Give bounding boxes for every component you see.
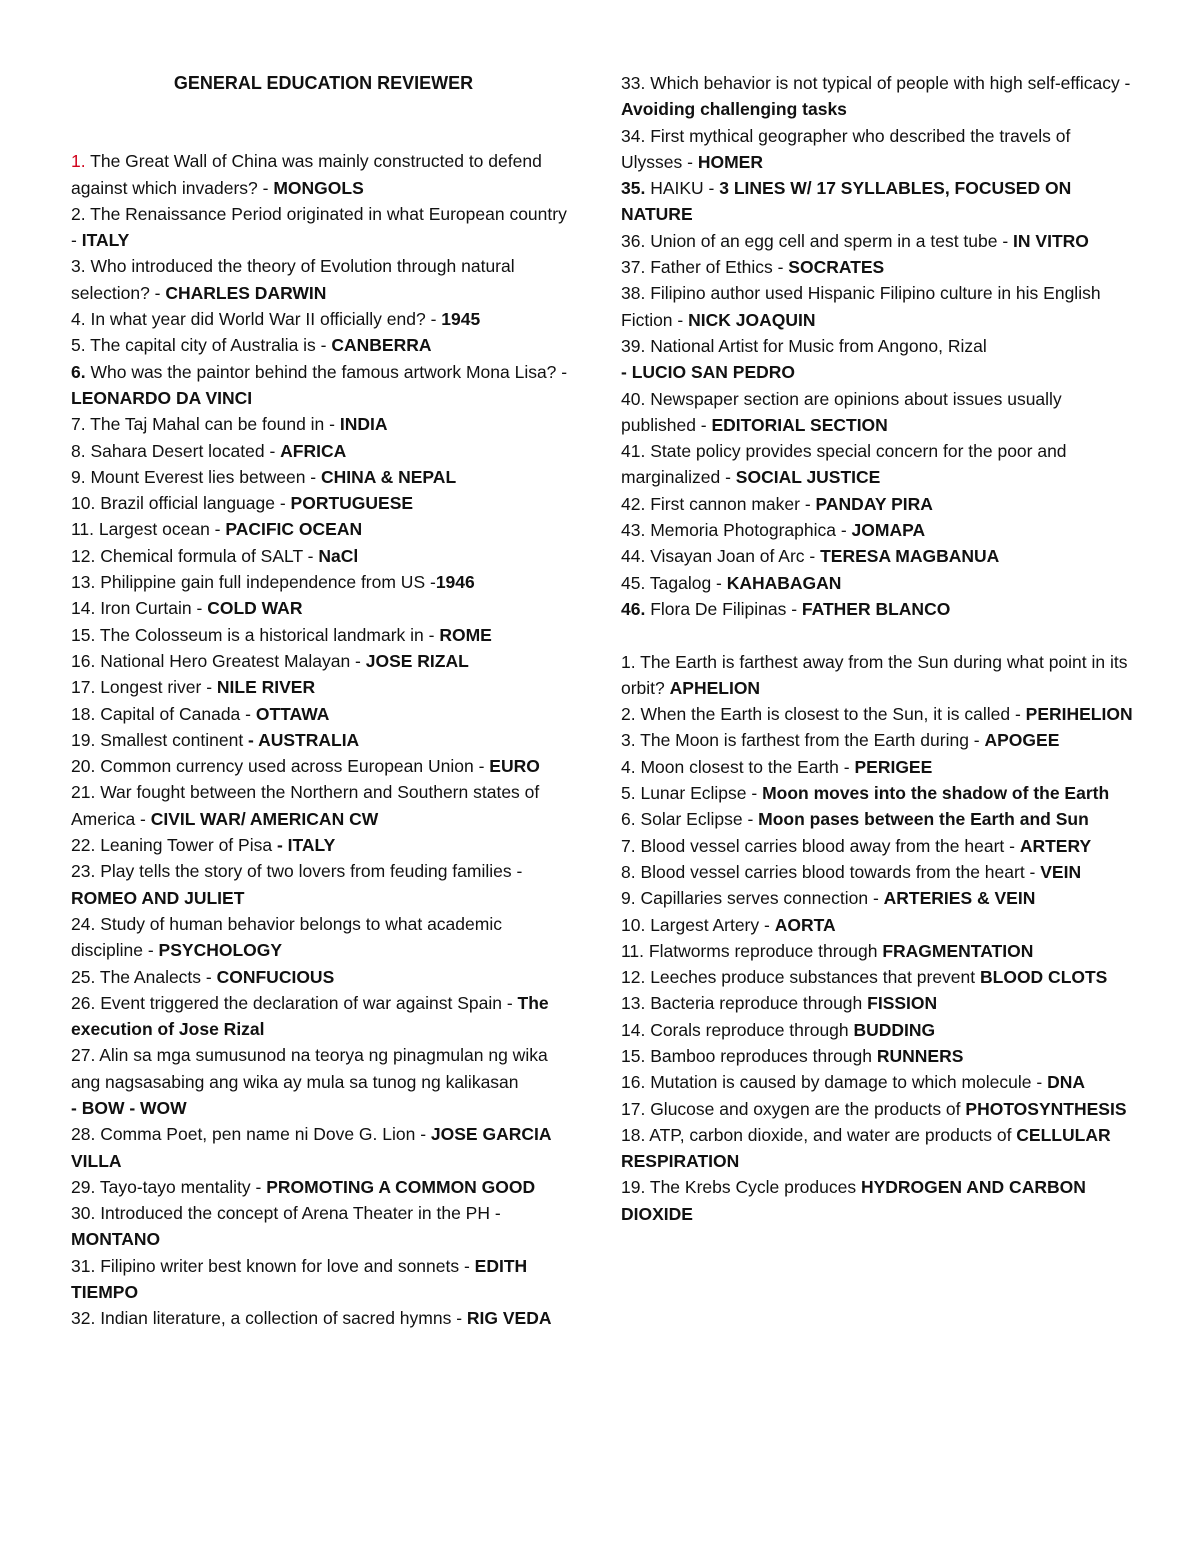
question-item — [71, 516, 576, 542]
question-item — [71, 332, 576, 358]
question-number: 18. — [71, 703, 96, 724]
question-number: 41. — [621, 441, 646, 462]
science-question-list — [621, 649, 1136, 1228]
question-number: 13. — [621, 993, 646, 1014]
question-number: 21. — [71, 782, 96, 803]
answer-text: OTTAWA — [255, 703, 330, 724]
question-number: 24. — [71, 913, 96, 934]
question-text: Alin sa mga sumusunod na teorya ng pinagmulan ng wika ang nagsasabing ang wika ay mula sa tunog ng kalikasan — [71, 1045, 548, 1092]
answer-text: MONGOLS — [273, 177, 364, 198]
question-item — [621, 806, 1136, 832]
question-text: First cannon maker - — [645, 493, 816, 514]
right-column — [621, 70, 1136, 1227]
question-number: 40. — [621, 388, 646, 409]
question-number: 31. — [71, 1255, 96, 1276]
question-item — [621, 938, 1136, 964]
question-number: 18. — [621, 1124, 646, 1145]
section-spacer — [621, 622, 1136, 648]
question-text: War fought between the Northern and Southern states of America - — [71, 782, 540, 829]
question-number: 5. — [71, 335, 86, 356]
question-number: 46. — [621, 598, 646, 619]
question-item — [71, 148, 576, 201]
question-number: 34. — [621, 125, 646, 146]
question-item — [71, 490, 576, 516]
question-item — [621, 228, 1136, 254]
answer-text: RUNNERS — [876, 1045, 964, 1066]
question-number: 7. — [71, 414, 86, 435]
answer-text: PORTUGUESE — [290, 493, 414, 514]
question-item — [621, 780, 1136, 806]
question-number: 27. — [71, 1045, 96, 1066]
answer-text: CONFUCIOUS — [216, 966, 335, 987]
answer-text: - AUSTRALIA — [248, 729, 360, 750]
answer-text: Moon moves into the shadow of the Earth — [762, 783, 1110, 804]
question-number: 3. — [621, 730, 636, 751]
question-number: 16. — [621, 1072, 646, 1093]
question-text: Leeches produce substances that prevent — [645, 967, 980, 988]
question-item — [621, 596, 1136, 622]
question-text: National Hero Greatest Malayan - — [95, 650, 366, 671]
question-text: Play tells the story of two lovers from feuding families - — [95, 861, 523, 882]
question-item — [71, 648, 576, 674]
question-number: 19. — [621, 1177, 646, 1198]
question-text: Filipino writer best known for love and sonnets - — [95, 1255, 475, 1276]
question-item — [621, 280, 1136, 333]
question-number: 4. — [71, 309, 86, 330]
answer-text: BUDDING — [853, 1019, 936, 1040]
answer-text: CHINA & NEPAL — [321, 466, 457, 487]
question-text: The capital city of Australia is - — [85, 335, 332, 356]
question-number: 22. — [71, 835, 96, 856]
answer-text: FISSION — [867, 993, 938, 1014]
answer-text: MONTANO — [71, 1229, 161, 1250]
question-number: 25. — [71, 966, 96, 987]
question-text: Solar Eclipse - — [635, 809, 759, 830]
question-number: 14. — [621, 1019, 646, 1040]
answer-text: KAHABAGAN — [726, 572, 842, 593]
question-text: Indian literature, a collection of sacred hymns - — [95, 1308, 467, 1329]
question-text: Lunar Eclipse - — [635, 783, 763, 804]
question-item — [621, 1043, 1136, 1069]
question-number: 8. — [71, 440, 86, 461]
question-text: Introduced the concept of Arena Theater in the PH - — [95, 1203, 501, 1224]
question-text: The Great Wall of China was mainly constructed to defend against which invaders? - — [71, 151, 542, 198]
question-number: 43. — [621, 520, 646, 541]
question-item — [71, 1042, 576, 1121]
question-text: Chemical formula of SALT - — [95, 545, 319, 566]
question-text: Event triggered the declaration of war against Spain - — [95, 992, 518, 1013]
answer-text: EURO — [489, 756, 540, 777]
question-number: 38. — [621, 283, 646, 304]
question-item — [71, 543, 576, 569]
question-text: The Earth is farthest away from the Sun during what point in its orbit? — [621, 651, 1128, 698]
question-item — [621, 754, 1136, 780]
question-item — [71, 201, 576, 254]
answer-text: IN VITRO — [1013, 230, 1089, 251]
question-number: 39. — [621, 335, 646, 356]
question-number: 17. — [71, 677, 96, 698]
question-text: Longest river - — [95, 677, 217, 698]
question-text: State policy provides special concern for the poor and marginalized - — [621, 441, 1067, 488]
answer-text: ROME — [439, 624, 492, 645]
answer-text: RIG VEDA — [466, 1308, 552, 1329]
question-text: Common currency used across European Union - — [95, 756, 490, 777]
question-number: 42. — [621, 493, 646, 514]
question-text: Largest Artery - — [645, 914, 775, 935]
answer-text: - ITALY — [276, 835, 336, 856]
question-text: Moon closest to the Earth - — [635, 756, 855, 777]
left-column — [71, 70, 576, 1332]
question-number: 16. — [71, 650, 96, 671]
question-item — [71, 911, 576, 964]
question-text: Capital of Canada - — [95, 703, 256, 724]
question-number: 10. — [621, 914, 646, 935]
question-text: Flora De Filipinas - — [645, 598, 802, 619]
question-text: In what year did World War II officially end? - — [85, 309, 442, 330]
question-text: The Taj Mahal can be found in - — [85, 414, 340, 435]
question-item — [621, 543, 1136, 569]
question-item — [621, 438, 1136, 491]
question-item — [71, 411, 576, 437]
question-number: 23. — [71, 861, 96, 882]
question-item — [621, 517, 1136, 543]
answer-text: ARTERY — [1019, 835, 1092, 856]
answer-text: PACIFIC OCEAN — [225, 519, 363, 540]
question-number: 12. — [621, 967, 646, 988]
answer-text: TERESA MAGBANUA — [820, 546, 1000, 567]
question-item — [621, 833, 1136, 859]
answer-text: LEONARDO DA VINCI — [71, 387, 253, 408]
question-item — [621, 649, 1136, 702]
question-item — [621, 727, 1136, 753]
question-item — [71, 1174, 576, 1200]
answer-text: NICK JOAQUIN — [688, 309, 816, 330]
question-text: Tagalog - — [645, 572, 727, 593]
question-text: Comma Poet, pen name ni Dove G. Lion - — [95, 1124, 431, 1145]
question-item — [621, 885, 1136, 911]
answer-text: APHELION — [669, 677, 761, 698]
answer-text: 3 LINES W/ 17 SYLLABLES, FOCUSED ON NATURE — [621, 178, 1072, 225]
answer-text: ROMEO AND JULIET — [71, 887, 245, 908]
question-item — [621, 254, 1136, 280]
question-item — [621, 491, 1136, 517]
question-item — [621, 570, 1136, 596]
answer-text: 1945 — [441, 309, 481, 330]
question-item — [621, 333, 1136, 386]
question-text: Father of Ethics - — [645, 257, 789, 278]
question-item — [71, 464, 576, 490]
question-item — [71, 727, 576, 753]
question-text: Blood vessel carries blood towards from the heart - — [635, 861, 1041, 882]
question-text: Mount Everest lies between - — [85, 466, 321, 487]
answer-text: PANDAY PIRA — [815, 493, 933, 514]
question-text: Study of human behavior belongs to what academic discipline - — [71, 913, 502, 961]
question-text: Tayo-tayo mentality - — [95, 1176, 267, 1197]
question-number: 17. — [621, 1098, 646, 1119]
question-item — [71, 438, 576, 464]
answer-text: PSYCHOLOGY — [158, 940, 283, 961]
question-item — [621, 123, 1136, 176]
question-number: 32. — [71, 1308, 96, 1329]
question-text: First mythical geographer who described the travels of Ulysses - — [621, 125, 1071, 172]
answer-text: INDIA — [339, 414, 388, 435]
question-number: 35. — [621, 178, 646, 199]
question-item — [71, 1200, 576, 1253]
question-text: Iron Curtain - — [95, 598, 208, 619]
question-number: 14. — [71, 598, 96, 619]
question-text: Who introduced the theory of Evolution through natural selection? - — [71, 256, 515, 303]
question-item — [71, 595, 576, 621]
answer-text: DNA — [1047, 1072, 1085, 1093]
answer-text: FRAGMENTATION — [882, 940, 1034, 961]
question-text: Newspaper section are opinions about issues usually published - — [621, 388, 1062, 435]
question-number: 4. — [621, 756, 636, 777]
answer-text: The execution of Jose Rizal — [71, 992, 549, 1040]
right-question-list — [621, 70, 1136, 622]
question-text: Corals reproduce through — [645, 1019, 854, 1040]
answer-text: AFRICA — [280, 440, 347, 461]
question-item — [621, 912, 1136, 938]
answer-text: VEIN — [1040, 861, 1082, 882]
question-item — [71, 253, 576, 306]
question-number: 12. — [71, 545, 96, 566]
question-text: National Artist for Music from Angono, Rizal — [645, 335, 987, 356]
question-number: 9. — [71, 466, 86, 487]
question-text: The Colosseum is a historical landmark in - — [95, 624, 440, 645]
question-text: Which behavior is not typical of people with high self-efficacy - — [645, 73, 1131, 93]
question-text: Philippine gain full independence from US - — [95, 572, 436, 593]
question-number: 20. — [71, 756, 96, 777]
question-text: Who was the paintor behind the famous artwork Mona Lisa? - — [85, 361, 568, 382]
question-number: 1. — [71, 151, 86, 172]
question-number: 6. — [71, 361, 86, 382]
question-number: 11. — [71, 519, 95, 540]
question-item — [621, 964, 1136, 990]
answer-text: HYDROGEN AND CARBON DIOXIDE — [621, 1177, 1086, 1224]
question-item — [71, 1121, 576, 1174]
answer-text: - LUCIO SAN PEDRO — [621, 362, 796, 383]
question-number: 19. — [71, 729, 96, 750]
question-text: When the Earth is closest to the Sun, it is called - — [635, 704, 1026, 725]
question-text: Visayan Joan of Arc - — [645, 546, 821, 567]
question-item — [621, 70, 1136, 123]
question-text: Brazil official language - — [95, 493, 291, 514]
question-item — [71, 359, 576, 412]
question-item — [621, 1017, 1136, 1043]
answer-text: SOCRATES — [788, 257, 885, 278]
question-number: 3. — [71, 256, 86, 277]
question-text: The Analects - — [95, 966, 217, 987]
question-item — [71, 1305, 576, 1331]
question-item — [621, 1096, 1136, 1122]
question-number: 36. — [621, 230, 646, 251]
question-number: 1. — [621, 651, 636, 672]
question-text: The Krebs Cycle produces — [645, 1177, 861, 1198]
question-text: Bacteria reproduce through — [645, 993, 868, 1014]
question-number: 26. — [71, 992, 96, 1013]
question-text: Blood vessel carries blood away from the heart - — [635, 835, 1020, 856]
question-number: 37. — [621, 257, 646, 278]
question-number: 2. — [621, 704, 636, 725]
question-text: Leaning Tower of Pisa — [95, 835, 277, 856]
question-number: 2. — [71, 203, 86, 224]
question-item — [71, 569, 576, 595]
answer-text: ITALY — [81, 230, 130, 251]
question-number: 6. — [621, 809, 636, 830]
question-text: Mutation is caused by damage to which molecule - — [645, 1072, 1048, 1093]
answer-text: HOMER — [697, 151, 763, 172]
answer-text: PERIGEE — [854, 756, 933, 777]
question-number: 10. — [71, 493, 96, 514]
question-text: ATP, carbon dioxide, and water are products of — [645, 1124, 1017, 1145]
answer-text: BLOOD CLOTS — [980, 967, 1108, 988]
question-text: Largest ocean - — [94, 519, 226, 540]
answer-text: ARTERIES & VEIN — [883, 888, 1036, 909]
question-number: 5. — [621, 783, 636, 804]
answer-text: 1946 — [435, 572, 475, 593]
answer-text: CIVIL WAR/ AMERICAN CW — [150, 808, 379, 829]
question-number: 45. — [621, 572, 646, 593]
question-item — [71, 674, 576, 700]
answer-text: FATHER BLANCO — [801, 598, 951, 619]
question-number: 11. — [621, 940, 645, 961]
question-number: 44. — [621, 546, 646, 567]
question-text: Sahara Desert located - — [85, 440, 281, 461]
question-text: The Moon is farthest from the Earth during - — [635, 730, 985, 751]
question-text: Bamboo reproduces through — [645, 1045, 877, 1066]
answer-text: JOMAPA — [851, 520, 926, 541]
page-title: GENERAL EDUCATION REVIEWER — [173, 73, 474, 93]
question-item — [621, 386, 1136, 439]
question-item — [71, 858, 576, 911]
question-item — [621, 701, 1136, 727]
question-item — [621, 859, 1136, 885]
answer-text: CELLULAR RESPIRATION — [621, 1124, 1111, 1172]
answer-text: Avoiding challenging tasks — [621, 99, 847, 120]
question-text: Capillaries serves connection - — [635, 888, 884, 909]
question-item — [71, 990, 576, 1043]
question-text: HAIKU - — [645, 178, 720, 199]
question-text: Smallest continent — [95, 729, 249, 750]
answer-text: - BOW - WOW — [71, 1097, 187, 1118]
question-item — [621, 1069, 1136, 1095]
left-question-list — [71, 148, 576, 1331]
question-text: Filipino author used Hispanic Filipino culture in his English Fiction - — [621, 283, 1101, 330]
answer-text: NILE RIVER — [216, 677, 316, 698]
question-number: 9. — [621, 888, 636, 909]
answer-text: JOSE GARCIA VILLA — [71, 1124, 551, 1171]
question-item — [71, 701, 576, 727]
question-item — [621, 1122, 1136, 1175]
answer-text: PERIHELION — [1025, 704, 1133, 725]
answer-text: COLD WAR — [207, 598, 303, 619]
answer-text: APOGEE — [984, 730, 1060, 751]
answer-text: EDITORIAL SECTION — [711, 414, 888, 435]
answer-text: SOCIAL JUSTICE — [735, 467, 881, 488]
question-number: 15. — [71, 624, 96, 645]
answer-text: JOSE RIZAL — [365, 650, 469, 671]
question-item — [71, 779, 576, 832]
question-item — [71, 622, 576, 648]
question-item — [71, 964, 576, 990]
question-number: 7. — [621, 835, 636, 856]
answer-text: CHARLES DARWIN — [165, 282, 327, 303]
answer-text: Moon pases between the Earth and Sun — [758, 809, 1089, 830]
question-item — [621, 990, 1136, 1016]
question-number: 13. — [71, 572, 96, 593]
question-number: 29. — [71, 1176, 96, 1197]
question-item — [71, 1253, 576, 1306]
answer-text: PROMOTING A COMMON GOOD — [266, 1176, 536, 1197]
answer-text: CANBERRA — [331, 335, 432, 356]
answer-text: EDITH TIEMPO — [71, 1255, 528, 1303]
question-item — [71, 832, 576, 858]
answer-text: PHOTOSYNTHESIS — [965, 1098, 1127, 1119]
question-text: The Renaissance Period originated in what European country - — [71, 203, 567, 251]
question-number: 33. — [621, 73, 646, 93]
question-number: 8. — [621, 861, 636, 882]
question-item — [621, 1174, 1136, 1227]
answer-text: AORTA — [774, 914, 836, 935]
question-text: Flatworms reproduce through — [644, 940, 883, 961]
question-item — [621, 175, 1136, 228]
question-text: Union of an egg cell and sperm in a test tube - — [645, 230, 1014, 251]
question-item — [71, 306, 576, 332]
question-text: Glucose and oxygen are the products of — [645, 1098, 966, 1119]
question-number: 28. — [71, 1124, 96, 1145]
question-number: 15. — [621, 1045, 646, 1066]
question-item — [71, 753, 576, 779]
question-number: 30. — [71, 1203, 96, 1224]
answer-text: NaCl — [318, 545, 359, 566]
question-text: Memoria Photographica - — [645, 520, 852, 541]
